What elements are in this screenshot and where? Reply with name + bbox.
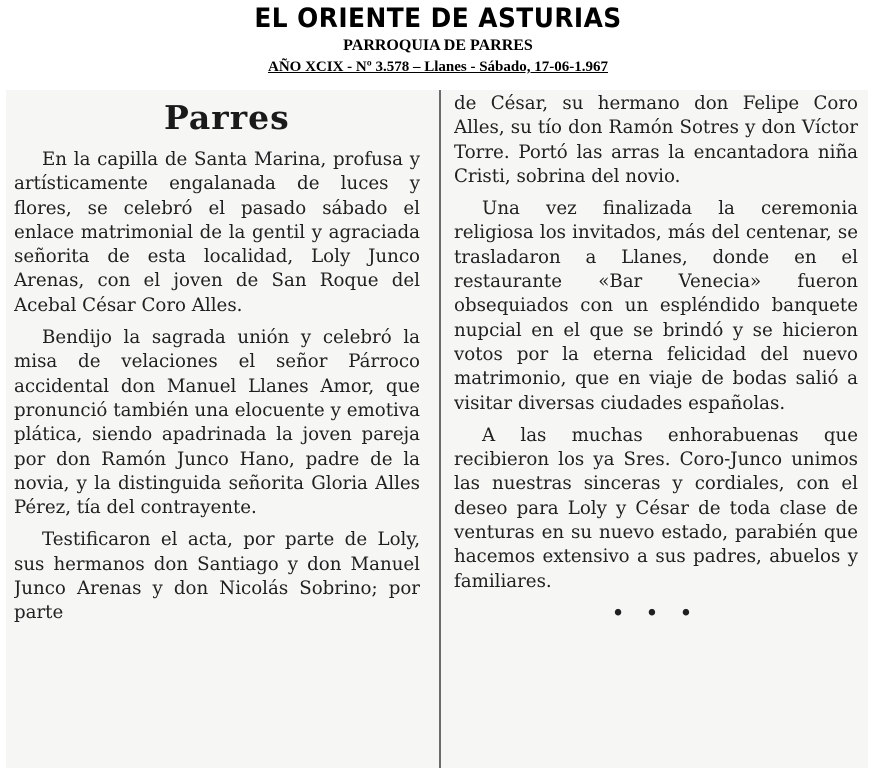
article-paragraph: A las muchas enhorabuenas que recibieron los ya Sres. Coro-Junco unimos las nuestras sinceras y cordiales, con el deseo para Loly y César de toda clase de venturas en su nuevo estado, parabién que hacemos extensivo a sus padres, abuelos y familiares. xyxy=(454,424,858,592)
article-paragraph: Bendijo la sagrada unión y celebró la misa de velaciones el señor Párroco accidental don Manuel Llanes Amor, que pronunció también una elocuente y emotiva plática, siendo apadrinada la joven pareja por don Ramón Junco Hano, padre de la novia, y la distinguida señorita Gloria Alles Pérez, tía del contrayente. xyxy=(14,327,420,519)
masthead xyxy=(0,0,876,90)
article-headline: Parres xyxy=(164,98,290,137)
article-column-right xyxy=(454,90,858,768)
article-paragraph: Testificaron el acta, por parte de Loly, sus hermanos don Santiago y don Manuel Junco Arenas y don Nicolás Sobrino; por parte xyxy=(14,529,420,624)
newspaper-clipping xyxy=(6,90,868,768)
article-column-left xyxy=(14,90,420,768)
article-paragraph: Una vez finalizada la ceremonia religiosa los invitados, más del centenar, se trasladaron a Llanes, donde en el restaurante «Bar Venecia» fueron obsequiados con un espléndido banquete nupcial en el que se brindó y se hicieron votos por la eterna felicidad del nuevo matrimonio, que en viaje de bodas salió a visitar diversas ciudades españolas. xyxy=(454,198,858,414)
article-paragraph: En la capilla de Santa Marina, profusa y artísticamente engalanada de luces y flores, se celebró el pasado sábado el enlace matrimonial de la gentil y agraciada señorita de esta localidad, Loly Junco Arenas, con el joven de San Roque del Acebal César Coro Alles. xyxy=(14,149,420,316)
section-name: PARROQUIA DE PARRES xyxy=(343,37,533,54)
end-of-article-mark: • • • xyxy=(612,602,700,624)
newspaper-name: EL ORIENTE DE ASTURIAS xyxy=(254,3,622,34)
column-divider xyxy=(439,90,441,768)
issue-line: AÑO XCIX - Nº 3.578 – Llanes - Sábado, 17-06-1.967 xyxy=(268,59,608,75)
article-paragraph: de César, su hermano don Felipe Coro Alles, su tío don Ramón Sotres y don Víctor Torre. Portó las arras la encantadora niña Cristi, sobrina del novio. xyxy=(454,93,858,187)
